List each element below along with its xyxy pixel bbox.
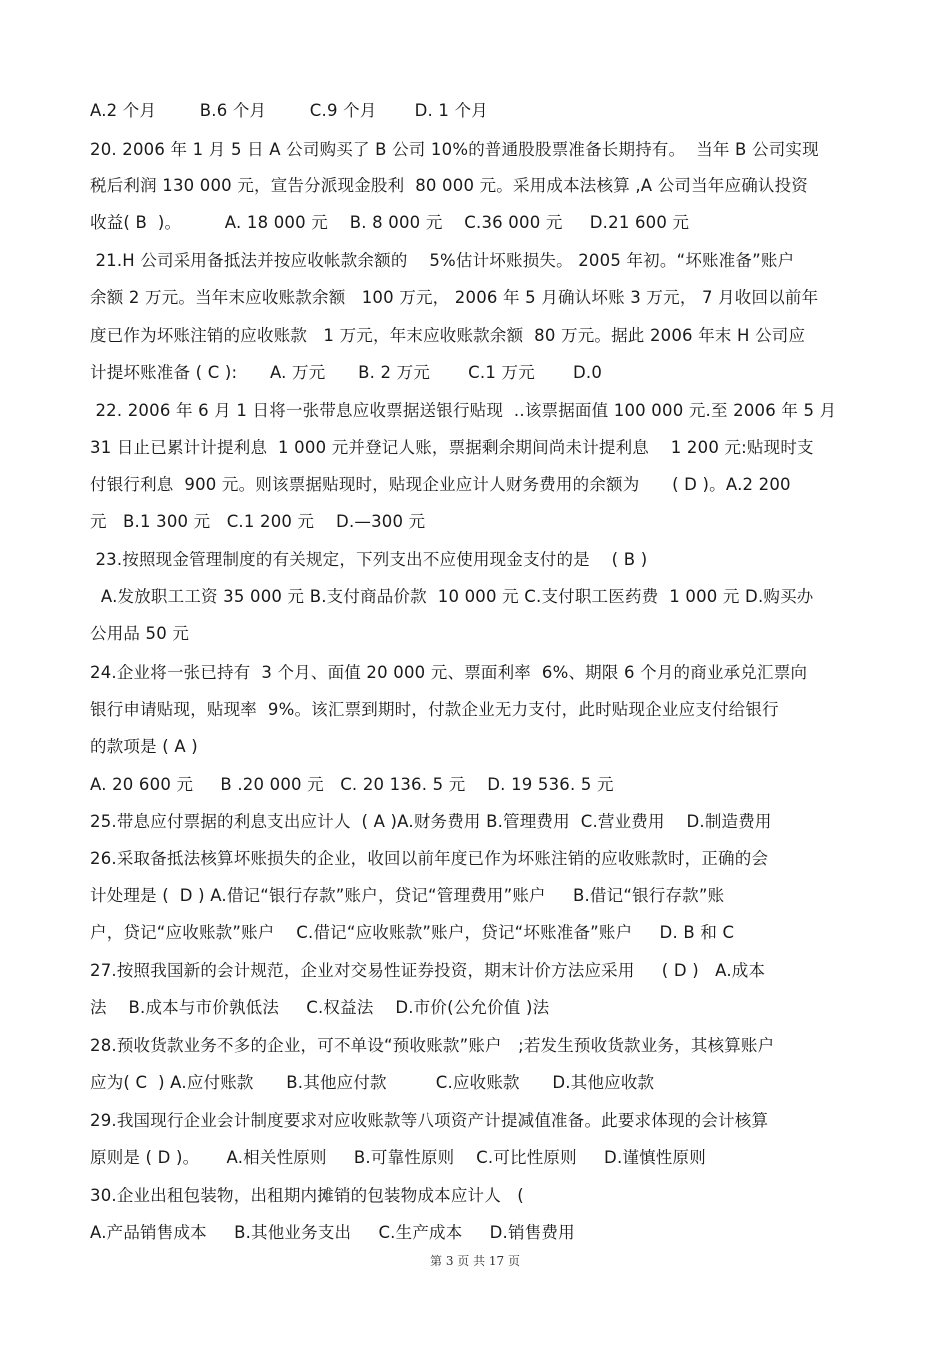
- text-line: 公用品 50 元: [90, 624, 190, 643]
- text-line: 25.带息应付票据的利息支出应计人 ( A )A.财务费用 B.管理费用 C.营业费用 D.制造费用: [90, 812, 772, 831]
- text-line: 应为( C ) A.应付账款 B.其他应付款 C.应收账款 D.其他应收款: [90, 1073, 655, 1092]
- text-line: A.产品销售成本 B.其他业务支出 C.生产成本 D.销售费用: [90, 1223, 575, 1242]
- text-line: 法 B.成本与市价孰低法 C.权益法 D.市价(公允价值 )法: [90, 998, 550, 1017]
- text-line: 原则是 ( D )。 A.相关性原则 B.可靠性原则 C.可比性原则 D.谨慎性原则: [90, 1148, 706, 1167]
- text-line: 的款项是 ( A ): [90, 737, 198, 756]
- text-line: 27.按照我国新的会计规范，企业对交易性证券投资，期末计价方法应采用 ( D ) A.成本: [90, 961, 766, 980]
- text-line: A. 20 600 元 B .20 000 元 C. 20 136. 5 元 D. 19 536. 5 元: [90, 775, 614, 794]
- text-line: 31 日止已累计计提利息 1 000 元并登记人账，票据剩余期间尚未计提利息 1 200 元:贴现时支: [90, 438, 814, 457]
- text-line: 30.企业出租包装物，出租期内摊销的包装物成本应计人 (: [90, 1186, 524, 1205]
- text-line: 税后利润 130 000 元，宣告分派现金股利 80 000 元。采用成本法核算 ,A 公司当年应确认投资: [90, 176, 809, 195]
- text-line: 付银行利息 900 元。则该票据贴现时，贴现企业应计人财务费用的余额为 ( D )。A.2 200: [90, 475, 791, 494]
- text-line: 度已作为坏账注销的应收账款 1 万元，年末应收账款余额 80 万元。据此 2006 年末 H 公司应: [90, 326, 806, 345]
- text-line: 元 B.1 300 元 C.1 200 元 D.—300 元: [90, 512, 426, 531]
- text-line: 余额 2 万元。当年末应收账款余额 100 万元， 2006 年 5 月确认坏账 3 万元， 7 月收回以前年: [90, 288, 819, 307]
- text-line: 计处理是 ( D ) A.借记“银行存款”账户，贷记“管理费用”账户 B.借记“银行存款”账: [90, 886, 725, 905]
- text-line: 户，贷记“应收账款”账户 C.借记“应收账款”账户，贷记“坏账准备”账户 D. B 和 C: [90, 923, 735, 942]
- text-line: 银行申请贴现，贴现率 9%。该汇票到期时，付款企业无力支付，此时贴现企业应支付给银行: [90, 700, 779, 719]
- text-line: 21.H 公司采用备抵法并按应收帐款余额的 5%估计坏账损失。 2005 年初。“坏账准备”账户: [90, 251, 795, 270]
- text-line: 计提坏账准备 ( C ): A. 万元 B. 2 万元 C.1 万元 D.0: [90, 363, 603, 382]
- page-footer: 第 3 页 共 17 页: [430, 1254, 520, 1268]
- text-line: 28.预收货款业务不多的企业，可不单设“预收账款”账户 ;若发生预收货款业务，其核算账户: [90, 1036, 775, 1055]
- text-line: 收益( B )。 A. 18 000 元 B. 8 000 元 C.36 000 元 D.21 600 元: [90, 213, 690, 232]
- text-line: 22. 2006 年 6 月 1 日将一张带息应收票据送银行贴现 ..该票据面值 100 000 元.至 2006 年 5 月: [90, 401, 837, 420]
- text-line: 29.我国现行企业会计制度要求对应收账款等八项资产计提减值准备。此要求体现的会计核算: [90, 1111, 769, 1130]
- text-line: 26.采取备抵法核算坏账损失的企业，收回以前年度已作为坏账注销的应收账款时，正确的会: [90, 849, 769, 868]
- text-line: 20. 2006 年 1 月 5 日 A 公司购买了 B 公司 10%的普通股股票准备长期持有。 当年 B 公司实现: [90, 140, 819, 159]
- text-line: A.发放职工工资 35 000 元 B.支付商品价款 10 000 元 C.支付职工医药费 1 000 元 D.购买办: [90, 587, 814, 606]
- text-line: 23.按照现金管理制度的有关规定，下列支出不应使用现金支付的是 ( B ): [90, 550, 648, 569]
- text-line: A.2 个月 B.6 个月 C.9 个月 D. 1 个月: [90, 101, 488, 120]
- text-line: 24.企业将一张已持有 3 个月、面值 20 000 元、票面利率 6%、期限 6 个月的商业承兑汇票向: [90, 663, 808, 682]
